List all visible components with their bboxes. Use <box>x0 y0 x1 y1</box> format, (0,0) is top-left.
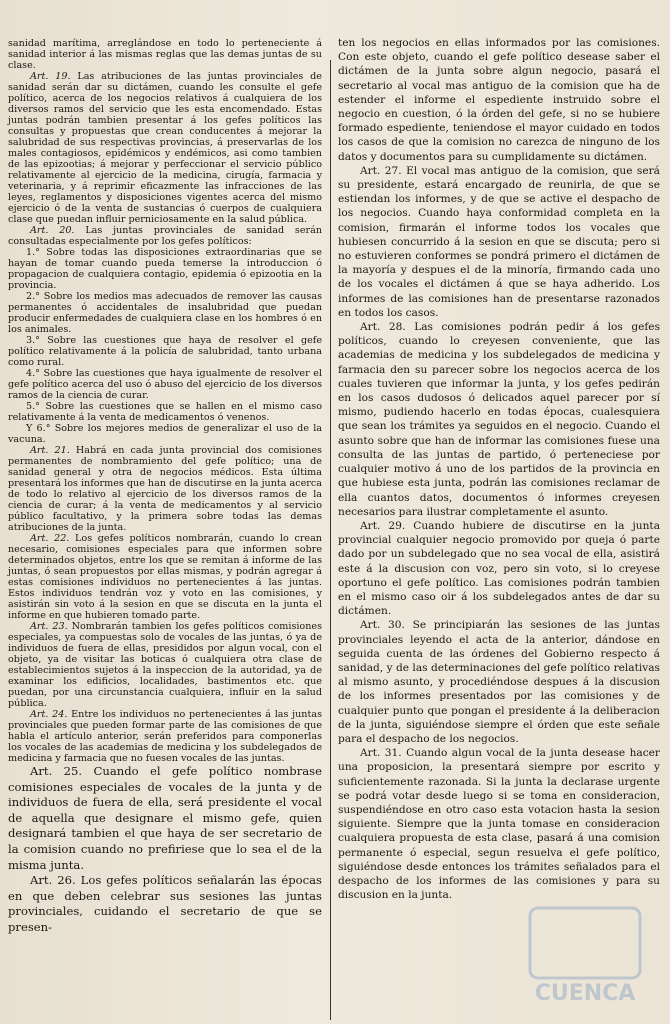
article-23 <box>8 621 322 709</box>
article-25-text: Cuando el gefe político nombrase comisiones especiales de vocales de la junta y de individuos de fuera de ella, será presidente el vocal de aquella que designare el mismo gefe, quien designará tambien el que haya de ser secretario de la comision cuando no prefiriese que lo sea el de la misma junta. <box>8 764 322 872</box>
article-24-label: Art. 24. <box>30 709 68 720</box>
article-20-item: 1.° Sobre todas las disposiciones extraordinarias que se hayan de tomar cuando pueda temerse la introduccion ó propagacion de cualquiera contagio, epidemia ó epizootia en la provincia. <box>8 247 322 291</box>
article-29 <box>338 519 660 618</box>
article-19-label: Art. 19. <box>30 71 71 82</box>
article-21-label: Art. 21. <box>30 445 70 456</box>
stamp-frame <box>530 908 640 978</box>
article-28-label: Art. 28. <box>360 321 406 334</box>
article-19 <box>8 71 322 225</box>
article-24-text: Entre los individuos no pertenecientes á las juntas provinciales que pueden formar parte de las comisiones de que habla el artículo anterior, serán preferidos para componerlas los vocales de las academias de medicina y los subdelegados de medicina y farmacia que no fuesen vocales de las juntas. <box>8 709 322 764</box>
article-21 <box>8 445 322 533</box>
article-26-text: Los gefes políticos señalarán las épocas en que deben celebrar sus sesiones las juntas provinciales, cuidando el secretario de que se presen- <box>8 873 323 934</box>
right-intro-paragraph: ten los negocios en ellas informados por las comisiones. Con este objeto, cuando el gefe político desease saber el dictámen de la junta sobre algun negocio, pasará el secretario al vocal mas antiguo de la comision que ha de estender el informe el espediente instruido sobre el negocio en cuestion, ó la órden del gefe, si no se hubiere formado espediente, teniendose el mayor cuidado en todos los casos de que la comision no carezca de ninguno de los datos y documentos para su cumplidamente su dictámen. <box>338 37 660 163</box>
article-23-label: Art. 23. <box>30 621 68 632</box>
article-20-item: 2.° Sobre los medios mas adecuados de remover las causas permanentes ó accidentales de insalubridad que puedan producir enfermedades de cualquiera clase en los hombres ó en los animales. <box>8 291 322 335</box>
article-31 <box>338 746 660 902</box>
article-30-label: Art. 30. <box>360 619 405 632</box>
article-20-item: 4.° Sobre las cuestiones que haya igualmente de resolver el gefe político acerca del uso ó abuso del ejercicio de los diversos ramos de la ciencia de curar. <box>8 368 322 401</box>
library-stamp-watermark <box>520 900 650 1010</box>
article-22-label: Art. 22. <box>30 533 70 544</box>
article-22 <box>8 533 322 621</box>
column-divider <box>330 60 331 1020</box>
article-22-text: Los gefes políticos nombrarán, cuando lo crean necesario, comisiones especiales para que informen sobre determinados objetos, entre los que se remitan á informe de las juntas, ó sean propuestos por ellas mismas, y podrán agregar á estas comisiones individuos no pertenecientes á las juntas. Estos individuos tendrán voz y voto en las comisiones, y asistirán sin voto á la sesion en que se discuta en la junta el informe en que hubieren tomado parte. <box>8 533 322 621</box>
article-20-item: 3.° Sobre las cuestiones que haya de resolver el gefe político relativamente á la policía de salubridad, tanto urbana como rural. <box>8 335 322 368</box>
article-23-text: Nombrarán tambien los gefes políticos comisiones especiales, ya compuestas solo de vocales de las juntas, ó ya de individuos de fuera de ellas, presididos por algun vocal, con el objeto, ya de visitar las boticas ó cualquiera otra clase de establecimientos sujetos á la inspeccion de la autoridad, ya de examinar los edificios, localidades, bastimentos etc. que puedan, por una circunstancia cualquiera, influir en la salud pública. <box>8 621 322 709</box>
article-20-item: Y 6.° Sobre los mejores medios de generalizar el uso de la vacuna. <box>8 423 322 445</box>
article-27-text: El vocal mas antiguo de la comision, que será su presidente, estará encargado de reunirla, de que se estiendan los informes, y de que se active el despacho de los negocios. Cuando haya conformidad completa en la comision, firmarán el informe todos los vocales que hubiesen concurrido á la sesion en que se discuta; pero si no estuvieren conformes se pondrá primero el dictámen de la mayoría y despues el de la minoría, firmando cada uno de los vocales el dictámen á que se haya adherido. Los informes de las comisiones han de presentarse razonados en todos los casos. <box>338 164 661 319</box>
article-28-text: Las comisiones podrán pedir á los gefes políticos, cuando lo creyesen conveniente, que las academias de medicina y los subdelegados de medicina y farmacia den su parecer sobre los negocios acerca de los cuales tuvieren que informar la junta, y los gefes pedirán en los casos dudosos ó delicados aquel parecer por sí mismo, pudiendo hacerlo en todas épocas, cualesquiera que sean los trámites ya seguidos en el negocio. Cuando el asunto sobre que han de informar las comisiones fuese una consulta de las juntas de partido, ó perteneciese por cualquier motivo á uno de los partidos de la provincia en que hubiese esta junta, podrán las comisiones reclamar de ella cuantos datos, documentos ó informes creyesen necesarios para ilustrar completamente el asunto. <box>338 321 661 518</box>
article-29-label: Art. 29. <box>360 519 406 532</box>
article-20-text: Las juntas provinciales de sanidad serán consultadas especialmente por los gefes políticos: <box>8 225 322 247</box>
article-30 <box>338 618 660 746</box>
article-27 <box>338 164 660 320</box>
article-20-label: Art. 20. <box>30 225 75 236</box>
article-29-text: Cuando hubiere de discutirse en la junta provincial cualquier negocio promovido por queja ó parte dado por un subdelegado que no sea vocal de ella, asistirá este á la discusion con voz, pero sin voto, si lo creyese oportuno el gefe político. Las comisiones podrán tambien en el mismo caso oir á los subdelegados antes de dar su dictámen. <box>338 519 661 618</box>
article-25-label: Art. 25. <box>30 764 83 778</box>
article-28 <box>338 320 660 519</box>
article-21-text: Habrá en cada junta provincial dos comisiones permanentes de nombramiento del gefe político; una de sanidad general y otra de negocios médicos. Esta última presentará los informes que han de discutirse en la junta acerca de todo lo relativo al ejercicio de los diversos ramos de la ciencia de curar; á la venta de medicamentos y al servicio público facultativo, y la primera sobre todas las demas atribuciones de la junta. <box>8 445 322 533</box>
article-20 <box>8 225 322 247</box>
left-intro-paragraph: sanidad marítima, arreglándose en todo lo perteneciente á sanidad interior á las mismas reglas que las demas juntas de su clase. <box>8 38 322 71</box>
article-26-label: Art. 26. <box>30 873 76 888</box>
stamp-text: CUENCA <box>534 981 636 1006</box>
article-31-label: Art. 31. <box>360 747 402 760</box>
article-24 <box>8 709 322 764</box>
left-column <box>8 38 328 936</box>
article-26 <box>8 873 322 935</box>
article-31-text: Cuando algun vocal de la junta desease hacer una proposicion, la presentará siempre por escrito y suficientemente razonada. Si la junta la declarase urgente se podrá votar desde luego si se toma en consideracion, suspendiéndose en otro caso esta votacion hasta la sesion siguiente. Siempre que la junta tomase en consideracion cualquiera propuesta de esta clase, pasará á una comision permanente ó especial, segun resuelva el gefe político, siguiéndose desde entonces los trámites señalados para el despacho de los informes de las comisiones y para su discusion en la junta. <box>338 747 661 902</box>
article-27-label: Art. 27. <box>360 164 402 177</box>
article-30-text: Se principiarán las sesiones de las juntas provinciales leyendo el acta de la anterior, dándose en seguida cuenta de las órdenes del Gobierno respecto á sanidad, y de las determinaciones del gefe político relativas al mismo asunto, y procediéndose despues á la discusion de los informes presentados por las comisiones y de cualquier punto que pongan el presidente á la deliberacion de la junta, siguiéndose siempre el órden que este señale para el despacho de los negocios. <box>338 619 660 745</box>
article-19-text: Las atribuciones de las juntas provinciales de sanidad serán dar su dictámen, cuando les consulte el gefe político, acerca de los negocios relativos á cualquiera de los diversos ramos del servicio que les esta encomendado. Estas juntas podrán tambien presentar á los gefes políticos las consultas y propuestas que crean conducentes á mejorar la salubridad de sus respectivas provincias, á preservarlas de los males contagiosos, epidémicos y endémicos, asi como tambien de las epizootias; á mejorar y perfeccionar el servicio público relativamente al ejercicio de la medicina, cirugía, farmacia y veterinaria, y á reprimir eficazmente las infracciones de las leyes, reglamentos y disposiciones vigentes acerca del mismo ejercicio ó de la venta de sustancias ó cuerpos de cualquiera clase que puedan influir perniciosamente en la salud pública. <box>8 71 322 225</box>
article-20-item: 5.° Sobre las cuestiones que se hallen en el mismo caso relativamente á la venta de medicamentos ó venenos. <box>8 401 322 423</box>
right-column <box>338 36 660 902</box>
article-25 <box>8 764 322 873</box>
